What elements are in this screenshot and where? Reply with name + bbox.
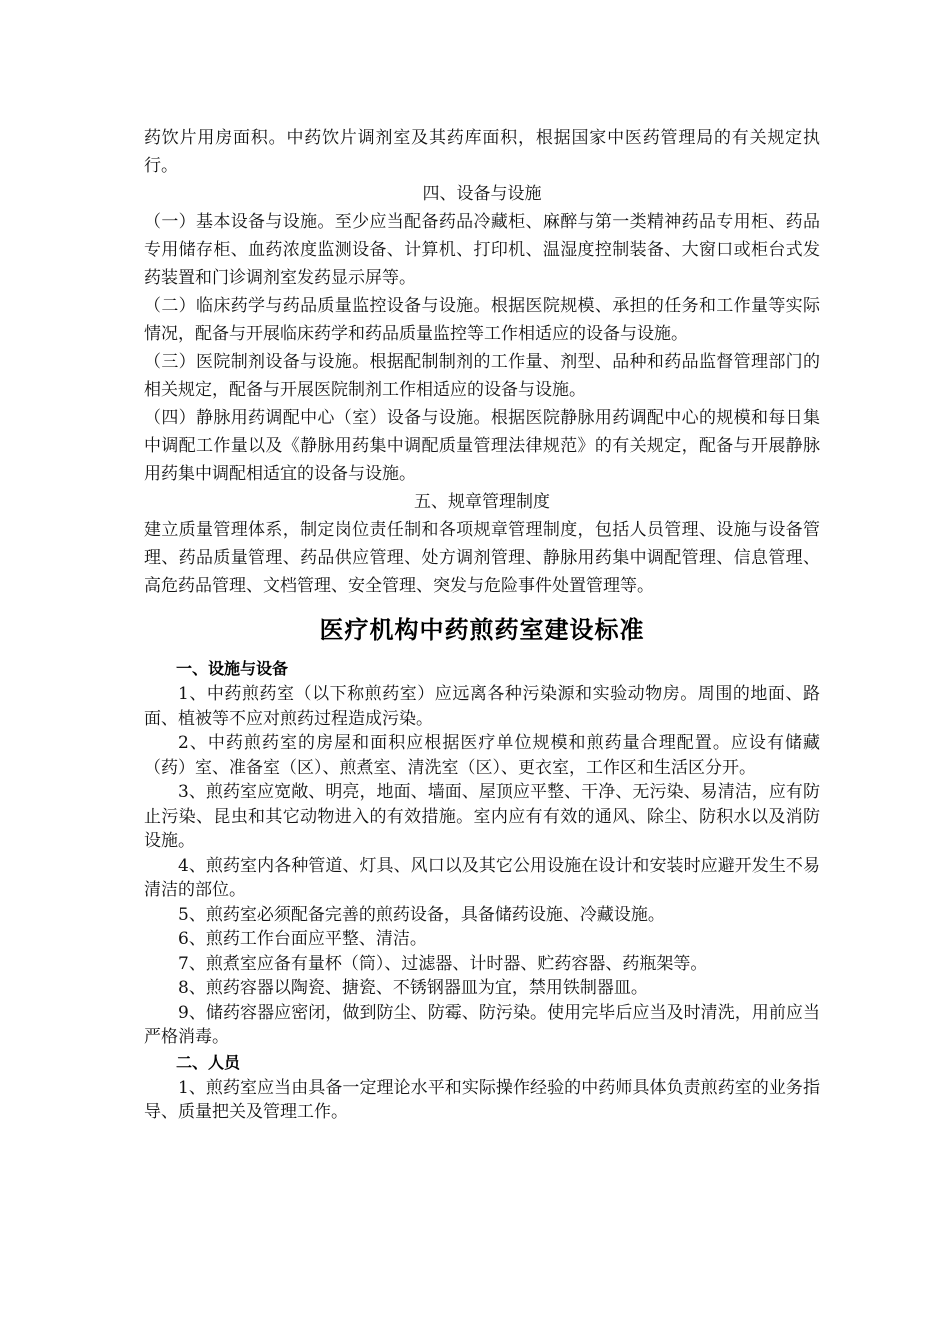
- paragraph-clinical-pharmacy-equipment: （二）临床药学与药品质量监控设备与设施。根据医院规模、承担的任务和工作量等实际情况，配备与开展临床药学和药品质量监控等工作相适应的设备与设施。: [144, 296, 820, 344]
- list-item: 7、煎煮室应备有量杯（筒）、过滤器、计时器、贮药容器、药瓶架等。: [178, 953, 708, 974]
- list-item: 9、储药容器应密闭，做到防尘、防霉、防污染。使用完毕后应当及时清洗，用前应当严格消毒。: [144, 1002, 820, 1047]
- list-item: 4、煎药室内各种管道、灯具、风口以及其它公用设施在设计和安装时应避开发生不易清洁的部位。: [144, 855, 820, 900]
- paragraph-intravenous-admixture-equipment: （四）静脉用药调配中心（室）设备与设施。根据医院静脉用药调配中心的规模和每日集中调配工作量以及《静脉用药集中调配质量管理法律规范》的有关规定，配备与开展静脉用药集中调配相适宜的设备与设施。: [144, 408, 820, 484]
- list-item: 3、煎药室应宽敞、明亮，地面、墙面、屋顶应平整、干净、无污染、易清洁，应有防止污染、昆虫和其它动物进入的有效措施。室内应有有效的通风、除尘、防积水以及消防设施。: [144, 782, 820, 851]
- list-item: 2、中药煎药室的房屋和面积应根据医疗单位规模和煎药量合理配置。应设有储藏（药）室、准备室（区）、煎煮室、清洗室（区）、更衣室，工作区和生活区分开。: [144, 733, 820, 778]
- section-heading-regulations: 五、规章管理制度: [414, 492, 550, 512]
- list-item: 8、煎药容器以陶瓷、搪瓷、不锈钢器皿为宜，禁用铁制器皿。: [178, 978, 648, 998]
- list-item: 1、煎药室应当由具备一定理论水平和实际操作经验的中药师具体负责煎药室的业务指导、质量把关及管理工作。: [144, 1077, 820, 1122]
- list-item: 6、煎药工作台面应平整、清洁。: [178, 929, 427, 949]
- paragraph-regulations: 建立质量管理体系，制定岗位责任制和各项规章管理制度，包括人员管理、设施与设备管理、药品质量管理、药品供应管理、处方调剂管理、静脉用药集中调配管理、信息管理、高危药品管理、文档管理、安全管理、突发与危险事件处置管理等。: [144, 520, 820, 596]
- section-heading-equipment: 四、设备与设施: [422, 184, 542, 204]
- list-item: 1、中药煎药室（以下称煎药室）应远离各种污染源和实验动物房。周围的地面、路面、植被等不应对煎药过程造成污染。: [144, 684, 820, 729]
- part-heading-personnel: 二、人员: [176, 1052, 241, 1072]
- list-item: 5、煎药室必须配备完善的煎药设备，具备储药设施、冷藏设施。: [178, 904, 665, 925]
- paragraph-hospital-preparation-equipment: （三）医院制剂设备与设施。根据配制制剂的工作量、剂型、品种和药品监督管理部门的相关规定，配备与开展医院制剂工作相适应的设备与设施。: [144, 352, 820, 400]
- paragraph-continued: 药饮片用房面积。中药饮片调剂室及其药库面积，根据国家中医药管理局的有关规定执行。: [144, 128, 820, 176]
- paragraph-basic-equipment: （一）基本设备与设施。至少应当配备药品冷藏柜、麻醉与第一类精神药品专用柜、药品专用储存柜、血药浓度监测设备、计算机、打印机、温湿度控制装备、大窗口或柜台式发药装置和门诊调剂室发药显示屏等。: [144, 212, 820, 288]
- document-page: [144, 124, 820, 1125]
- part-heading-facilities: 一、设施与设备: [176, 659, 289, 678]
- document-title: 医疗机构中药煎药室建设标准: [319, 616, 645, 644]
